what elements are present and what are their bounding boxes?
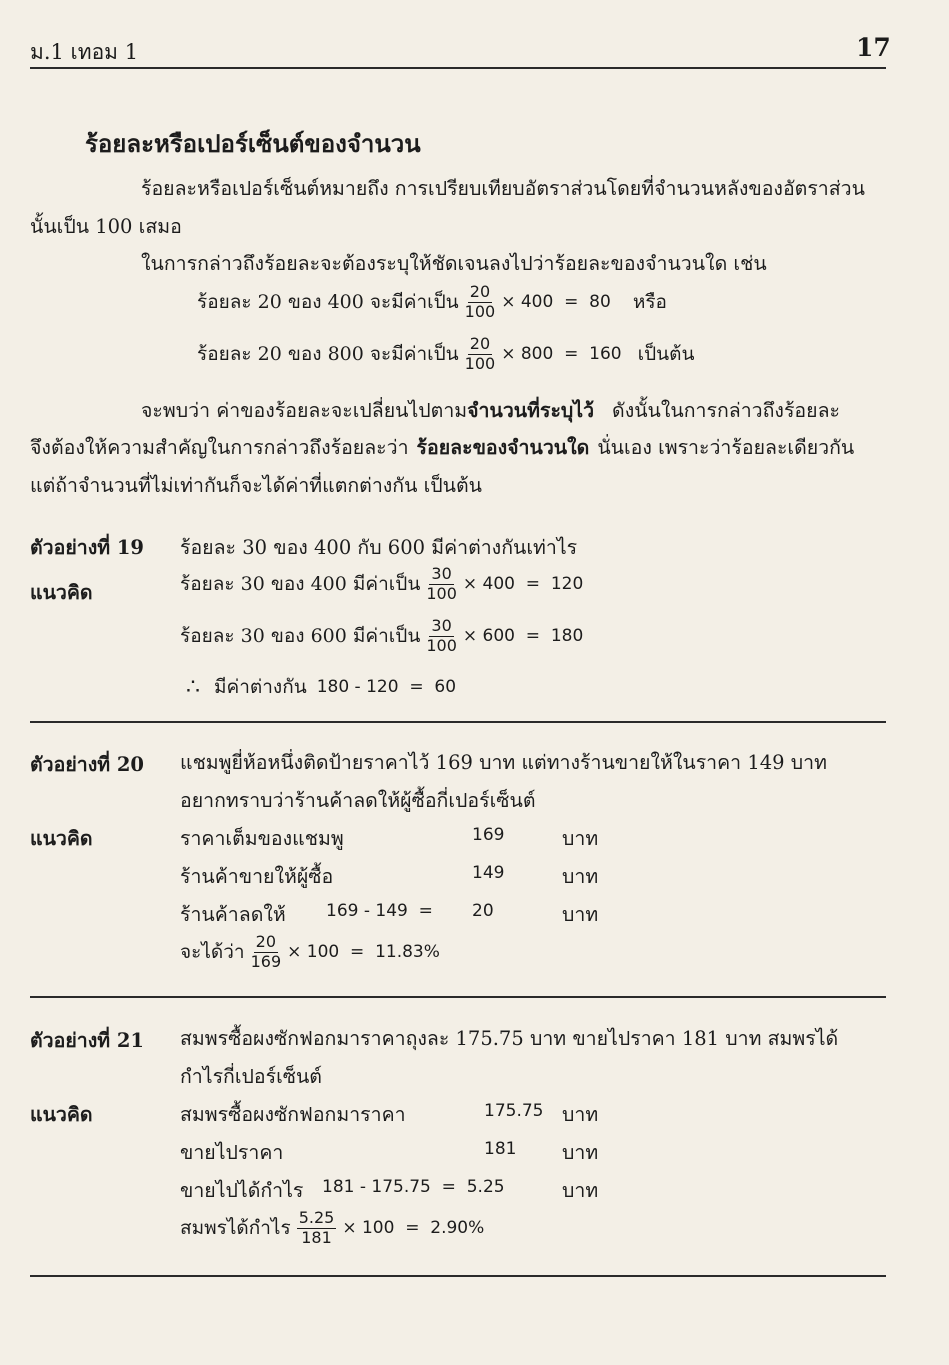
intro-equation-1 <box>197 284 667 321</box>
intro-equation-2 <box>197 336 695 373</box>
example-19-question: ร้อยละ 30 ของ 400 กับ 600 มีค่าต่างกันเท่าไร <box>180 536 578 559</box>
ex21-row-value: 175.75 <box>484 1101 544 1121</box>
fraction-numerator: 20 <box>469 282 491 301</box>
eq-rest: × 800 = 160 <box>501 344 622 365</box>
example-21-question-line2: กำไรกี่เปอร์เซ็นต์ <box>180 1065 322 1088</box>
ex20-row-unit: บาท <box>562 827 599 850</box>
p3-text: จึงต้องให้ความสำคัญในการกล่าวถึงร้อยละว่า <box>30 436 409 459</box>
example-21-method-label: แนวคิด <box>30 1103 93 1126</box>
ex20-row-unit: บาท <box>562 903 599 926</box>
example-20-label: ตัวอย่างที่ 20 <box>30 753 145 776</box>
eq-lead: สมพรได้กำไร <box>180 1217 291 1240</box>
divider <box>30 1275 886 1277</box>
ex21-row-text: สมพรซื้อผงซักฟอกมาราคา <box>180 1103 406 1126</box>
conclusion-calc: 180 - 120 = 60 <box>316 677 457 697</box>
eq-lead: ร้อยละ 20 ของ 800 จะมีค่าเป็น <box>197 343 459 366</box>
fraction-denominator: 100 <box>426 583 457 603</box>
fraction <box>251 934 282 971</box>
fraction <box>465 336 496 373</box>
p3-emphasis: ร้อยละของจำนวนใด <box>416 436 590 459</box>
eq-lead: ร้อยละ 30 ของ 400 มีค่าเป็น <box>180 573 421 596</box>
eq-tail: เป็นต้น <box>637 343 695 366</box>
example-19-line-1 <box>180 566 583 603</box>
ex20-row-text: ราคาเต็มของแชมพู <box>180 827 344 850</box>
ex21-row-value: 181 <box>484 1139 517 1159</box>
example-21-label: ตัวอย่างที่ 21 <box>30 1029 145 1052</box>
ex21-row-unit: บาท <box>562 1103 599 1126</box>
eq-lead: ร้อยละ 20 ของ 400 จะมีค่าเป็น <box>197 291 459 314</box>
section-title: ร้อยละหรือเปอร์เซ็นต์ของจำนวน <box>85 129 421 158</box>
example-20-result <box>180 934 440 971</box>
ex20-row-value: 149 <box>472 863 505 883</box>
p3-text: นั่นเอง เพราะว่าร้อยละเดียวกัน <box>597 436 855 459</box>
ex20-row-value: 20 <box>472 901 494 921</box>
divider <box>30 721 886 723</box>
header-rule <box>30 67 886 69</box>
eq-lead: ร้อยละ 30 ของ 600 มีค่าเป็น <box>180 625 421 648</box>
example-21-result <box>180 1210 484 1247</box>
example-19-line-3 <box>186 672 456 702</box>
intro-p3-line3: แต่ถ้าจำนวนที่ไม่เท่ากันก็จะได้ค่าที่แตกต่างกัน เป็นต้น <box>30 474 482 497</box>
header-course-label: ม.1 เทอม 1 <box>30 40 139 64</box>
fraction-numerator: 20 <box>469 334 491 353</box>
fraction-denominator: 100 <box>464 301 496 321</box>
divider <box>30 996 886 998</box>
p3-emphasis: จำนวนที่ระบุไว้ <box>467 399 595 422</box>
example-20-question-line2: อยากทราบว่าร้านค้าลดให้ผู้ซื้อกี่เปอร์เซ็นต์ <box>180 789 536 812</box>
fraction <box>426 566 457 603</box>
ex20-row-calc: 169 - 149 = <box>326 901 433 921</box>
ex21-row-text: ขายไปราคา <box>180 1141 284 1164</box>
page-number: 17 <box>856 33 891 62</box>
eq-lead: จะได้ว่า <box>180 941 245 964</box>
example-19-method-label: แนวคิด <box>30 581 93 604</box>
fraction-denominator: 181 <box>301 1227 332 1247</box>
intro-p1-line2: นั้นเป็น 100 เสมอ <box>30 215 182 238</box>
eq-rest: × 400 = 80 <box>501 292 611 313</box>
ex20-row-unit: บาท <box>562 865 599 888</box>
p3-text: ดังนั้นในการกล่าวถึงร้อยละ <box>612 399 840 422</box>
ex20-row-value: 169 <box>472 825 505 845</box>
intro-p3-line2 <box>30 432 854 463</box>
example-20-question-line1: แชมพูยี่ห้อหนึ่งติดป้ายราคาไว้ 169 บาท แต่ทางร้านขายให้ในราคา 149 บาท <box>180 751 827 774</box>
conclusion-text: มีค่าต่างกัน <box>214 676 307 698</box>
intro-p2: ในการกล่าวถึงร้อยละจะต้องระบุให้ชัดเจนลงไปว่าร้อยละของจำนวนใด เช่น <box>141 252 767 275</box>
example-21-question-line1: สมพรซื้อผงซักฟอกมาราคาถุงละ 175.75 บาท ขายไปราคา 181 บาท สมพรได้ <box>180 1027 839 1050</box>
fraction-numerator: 5.25 <box>298 1208 335 1227</box>
intro-p3-line1 <box>141 395 840 426</box>
eq-rest: × 600 = 180 <box>462 626 584 647</box>
intro-p1-line1: ร้อยละหรือเปอร์เซ็นต์หมายถึง การเปรียบเทียบอัตราส่วนโดยที่จำนวนหลังของอัตราส่วน <box>141 177 865 200</box>
fraction-denominator: 100 <box>426 635 457 655</box>
ex21-row-unit: บาท <box>562 1141 599 1164</box>
ex21-row-calc: 181 - 175.75 = 5.25 <box>322 1177 505 1197</box>
ex20-row-text: ร้านค้าลดให้ <box>180 903 286 926</box>
eq-tail: หรือ <box>632 291 667 314</box>
fraction <box>465 284 496 321</box>
ex20-row-text: ร้านค้าขายให้ผู้ซื้อ <box>180 865 334 888</box>
fraction-denominator: 100 <box>464 353 496 373</box>
example-19-line-2 <box>180 618 583 655</box>
p3-text: จะพบว่า ค่าของร้อยละจะเปลี่ยนไปตาม <box>141 399 468 422</box>
ex21-row-unit: บาท <box>562 1179 599 1202</box>
fraction-denominator: 169 <box>250 951 282 971</box>
eq-rest: × 100 = 11.83% <box>287 942 440 963</box>
eq-rest: × 100 = 2.90% <box>342 1218 485 1239</box>
eq-rest: × 400 = 120 <box>462 574 584 595</box>
example-19-label: ตัวอย่างที่ 19 <box>30 536 145 559</box>
therefore-symbol: ∴ <box>186 674 200 700</box>
ex21-row-text: ขายไปได้กำไร <box>180 1179 304 1202</box>
example-20-method-label: แนวคิด <box>30 827 93 850</box>
fraction-numerator: 30 <box>431 616 452 635</box>
fraction <box>426 618 457 655</box>
fraction-numerator: 30 <box>431 564 452 583</box>
fraction <box>297 1210 337 1247</box>
fraction-numerator: 20 <box>255 932 277 951</box>
